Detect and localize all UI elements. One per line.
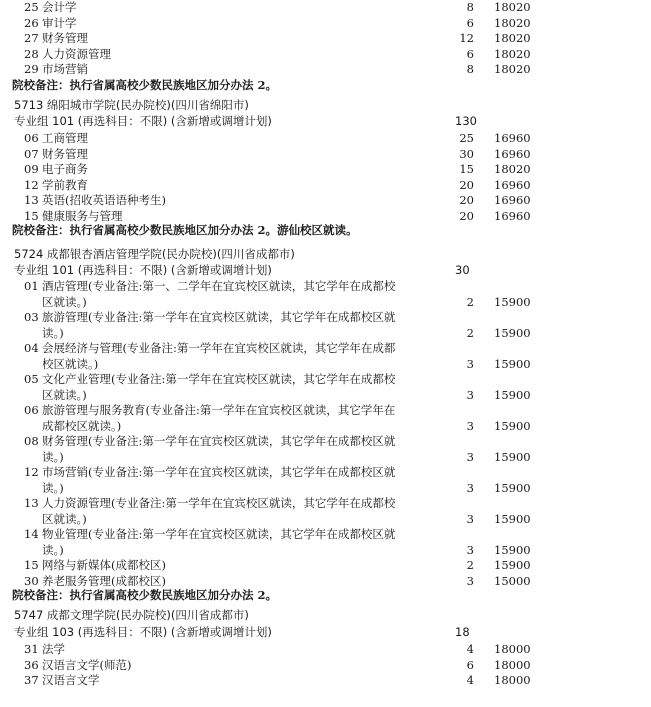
school-note: 院校备注：执行省属高校少数民族地区加分办法 2。游仙校区就读。 [12, 223, 358, 237]
major-tuition-fee: 18000 [494, 657, 531, 672]
major-plan-count: 3 [466, 573, 474, 588]
major-note-continued: 读。) [42, 542, 64, 557]
major-note-continued: 校区就读。) [42, 356, 99, 371]
major-plan-count: 12 [459, 31, 474, 45]
major-tuition-fee: 15900 [494, 558, 531, 572]
major-tuition-fee: 15900 [494, 418, 531, 433]
major-name: 财务管理 [42, 31, 88, 45]
major-code: 14 [24, 527, 39, 541]
major-tuition-fee: 15900 [494, 325, 531, 340]
major-code: 09 [24, 162, 39, 176]
major-code: 15 [24, 208, 39, 223]
major-code: 04 [24, 341, 39, 355]
major-group-plan-count: 18 [455, 625, 470, 639]
major-note-continued: 读。) [42, 449, 64, 464]
major-note-continued: 成都校区就读。) [42, 418, 122, 433]
major-tuition-fee: 15000 [494, 573, 531, 588]
major-code: 31 [24, 642, 39, 656]
major-tuition-fee: 18020 [494, 15, 531, 30]
major-name: 英语(招收英语语种考生) [42, 193, 166, 207]
major-name: 汉语言文学(师范) [42, 657, 132, 672]
major-code: 12 [24, 465, 39, 479]
major-plan-count: 8 [466, 62, 474, 76]
major-name: 工商管理 [42, 131, 88, 145]
major-tuition-fee: 15900 [494, 387, 531, 402]
major-group-header: 专业组 101 (再选科目：不限) (含新增或调增计划) [14, 114, 272, 128]
major-code: 37 [24, 673, 39, 687]
major-code: 06 [24, 131, 39, 145]
major-plan-count: 3 [466, 449, 474, 464]
major-plan-count: 3 [466, 356, 474, 371]
major-plan-count: 6 [466, 15, 474, 30]
major-code: 15 [24, 558, 39, 572]
major-code: 27 [24, 31, 39, 45]
major-tuition-fee: 18000 [494, 673, 531, 687]
major-tuition-fee: 16960 [494, 208, 531, 223]
major-name: 文化产业管理(专业备注:第一学年在宜宾校区就读，其它学年在成都校 [42, 372, 396, 386]
major-name: 酒店管理(专业备注:第一、二学年在宜宾校区就读，其它学年在成都校 [42, 279, 396, 293]
major-name: 旅游管理与服务教育(专业备注:第一学年在宜宾校区就读，其它学年在 [42, 403, 396, 417]
major-plan-count: 4 [466, 673, 474, 687]
major-tuition-fee: 16960 [494, 193, 531, 207]
major-name: 学前教育 [42, 177, 88, 192]
major-plan-count: 20 [459, 208, 474, 223]
major-name: 市场营销 [42, 62, 88, 76]
major-plan-count: 25 [459, 131, 474, 145]
major-tuition-fee: 18020 [494, 0, 531, 14]
major-name: 网络与新媒体(成都校区) [42, 558, 166, 572]
major-plan-count: 6 [466, 46, 474, 61]
major-code: 36 [24, 657, 39, 672]
major-code: 13 [24, 496, 39, 510]
major-plan-count: 3 [466, 387, 474, 402]
major-name: 市场营销(专业备注:第一学年在宜宾校区就读，其它学年在成都校区就 [42, 465, 396, 479]
major-plan-count: 6 [466, 657, 474, 672]
major-code: 29 [24, 62, 39, 76]
major-name: 健康服务与管理 [42, 208, 123, 223]
major-plan-count: 15 [459, 162, 474, 176]
major-tuition-fee: 15900 [494, 480, 531, 495]
major-name: 人力资源管理(专业备注:第一学年在宜宾校区就读，其它学年在成都校 [42, 496, 396, 510]
major-name: 财务管理 [42, 146, 88, 161]
major-name: 会展经济与管理(专业备注:第一学年在宜宾校区就读，其它学年在成都 [42, 341, 396, 355]
major-plan-count: 2 [466, 294, 474, 309]
major-code: 12 [24, 177, 39, 192]
major-tuition-fee: 16960 [494, 146, 531, 161]
major-name: 财务管理(专业备注:第一学年在宜宾校区就读，其它学年在成都校区就 [42, 434, 396, 448]
major-tuition-fee: 15900 [494, 449, 531, 464]
major-code: 30 [24, 573, 39, 588]
school-header: 5747 成都文理学院(民办院校)(四川省成都市) [14, 608, 249, 622]
major-group-plan-count: 130 [455, 114, 477, 128]
major-code: 13 [24, 193, 39, 207]
major-group-header: 专业组 101 (再选科目：不限) (含新增或调增计划) [14, 263, 272, 277]
major-code: 03 [24, 310, 39, 324]
major-code: 07 [24, 146, 39, 161]
major-tuition-fee: 15900 [494, 294, 531, 309]
major-tuition-fee: 16960 [494, 131, 531, 145]
major-tuition-fee: 16960 [494, 177, 531, 192]
school-note: 院校备注：执行省属高校少数民族地区加分办法 2。 [12, 588, 278, 602]
major-tuition-fee: 18020 [494, 46, 531, 61]
major-plan-count: 3 [466, 418, 474, 433]
major-code: 05 [24, 372, 39, 386]
major-plan-count: 2 [466, 558, 474, 572]
major-plan-count: 30 [459, 146, 474, 161]
major-plan-count: 4 [466, 642, 474, 656]
major-plan-count: 20 [459, 177, 474, 192]
major-code: 28 [24, 46, 39, 61]
major-note-continued: 区就读。) [42, 511, 87, 526]
major-name: 会计学 [42, 0, 77, 14]
major-tuition-fee: 15900 [494, 542, 531, 557]
major-name: 法学 [42, 642, 65, 656]
major-name: 物业管理(专业备注:第一学年在宜宾校区就读，其它学年在成都校区就 [42, 527, 396, 541]
major-tuition-fee: 18020 [494, 62, 531, 76]
major-name: 汉语言文学 [42, 673, 100, 687]
major-note-continued: 读。) [42, 480, 64, 495]
major-tuition-fee: 18000 [494, 642, 531, 656]
major-name: 养老服务管理(成都校区) [42, 573, 166, 588]
major-code: 01 [24, 279, 39, 293]
major-plan-count: 3 [466, 542, 474, 557]
school-header: 5724 成都银杏酒店管理学院(民办院校)(四川省成都市) [14, 247, 295, 261]
major-tuition-fee: 18020 [494, 162, 531, 176]
major-name: 旅游管理(专业备注:第一学年在宜宾校区就读，其它学年在成都校区就 [42, 310, 396, 324]
major-note-continued: 区就读。) [42, 294, 87, 309]
major-code: 26 [24, 15, 39, 30]
major-tuition-fee: 18020 [494, 31, 531, 45]
major-plan-count: 8 [466, 0, 474, 14]
major-tuition-fee: 15900 [494, 356, 531, 371]
major-plan-count: 3 [466, 480, 474, 495]
major-tuition-fee: 15900 [494, 511, 531, 526]
major-code: 25 [24, 0, 39, 14]
major-name: 电子商务 [42, 162, 88, 176]
major-code: 06 [24, 403, 39, 417]
major-name: 审计学 [42, 15, 77, 30]
major-group-header: 专业组 103 (再选科目：不限) (含新增或调增计划) [14, 625, 272, 639]
major-name: 人力资源管理 [42, 46, 111, 61]
major-plan-count: 2 [466, 325, 474, 340]
school-note: 院校备注：执行省属高校少数民族地区加分办法 2。 [12, 78, 278, 92]
major-group-plan-count: 30 [455, 263, 470, 277]
major-note-continued: 区就读。) [42, 387, 87, 402]
major-code: 08 [24, 434, 39, 448]
school-header: 5713 绵阳城市学院(民办院校)(四川省绵阳市) [14, 98, 249, 112]
major-note-continued: 读。) [42, 325, 64, 340]
major-plan-count: 3 [466, 511, 474, 526]
major-plan-count: 20 [459, 193, 474, 207]
